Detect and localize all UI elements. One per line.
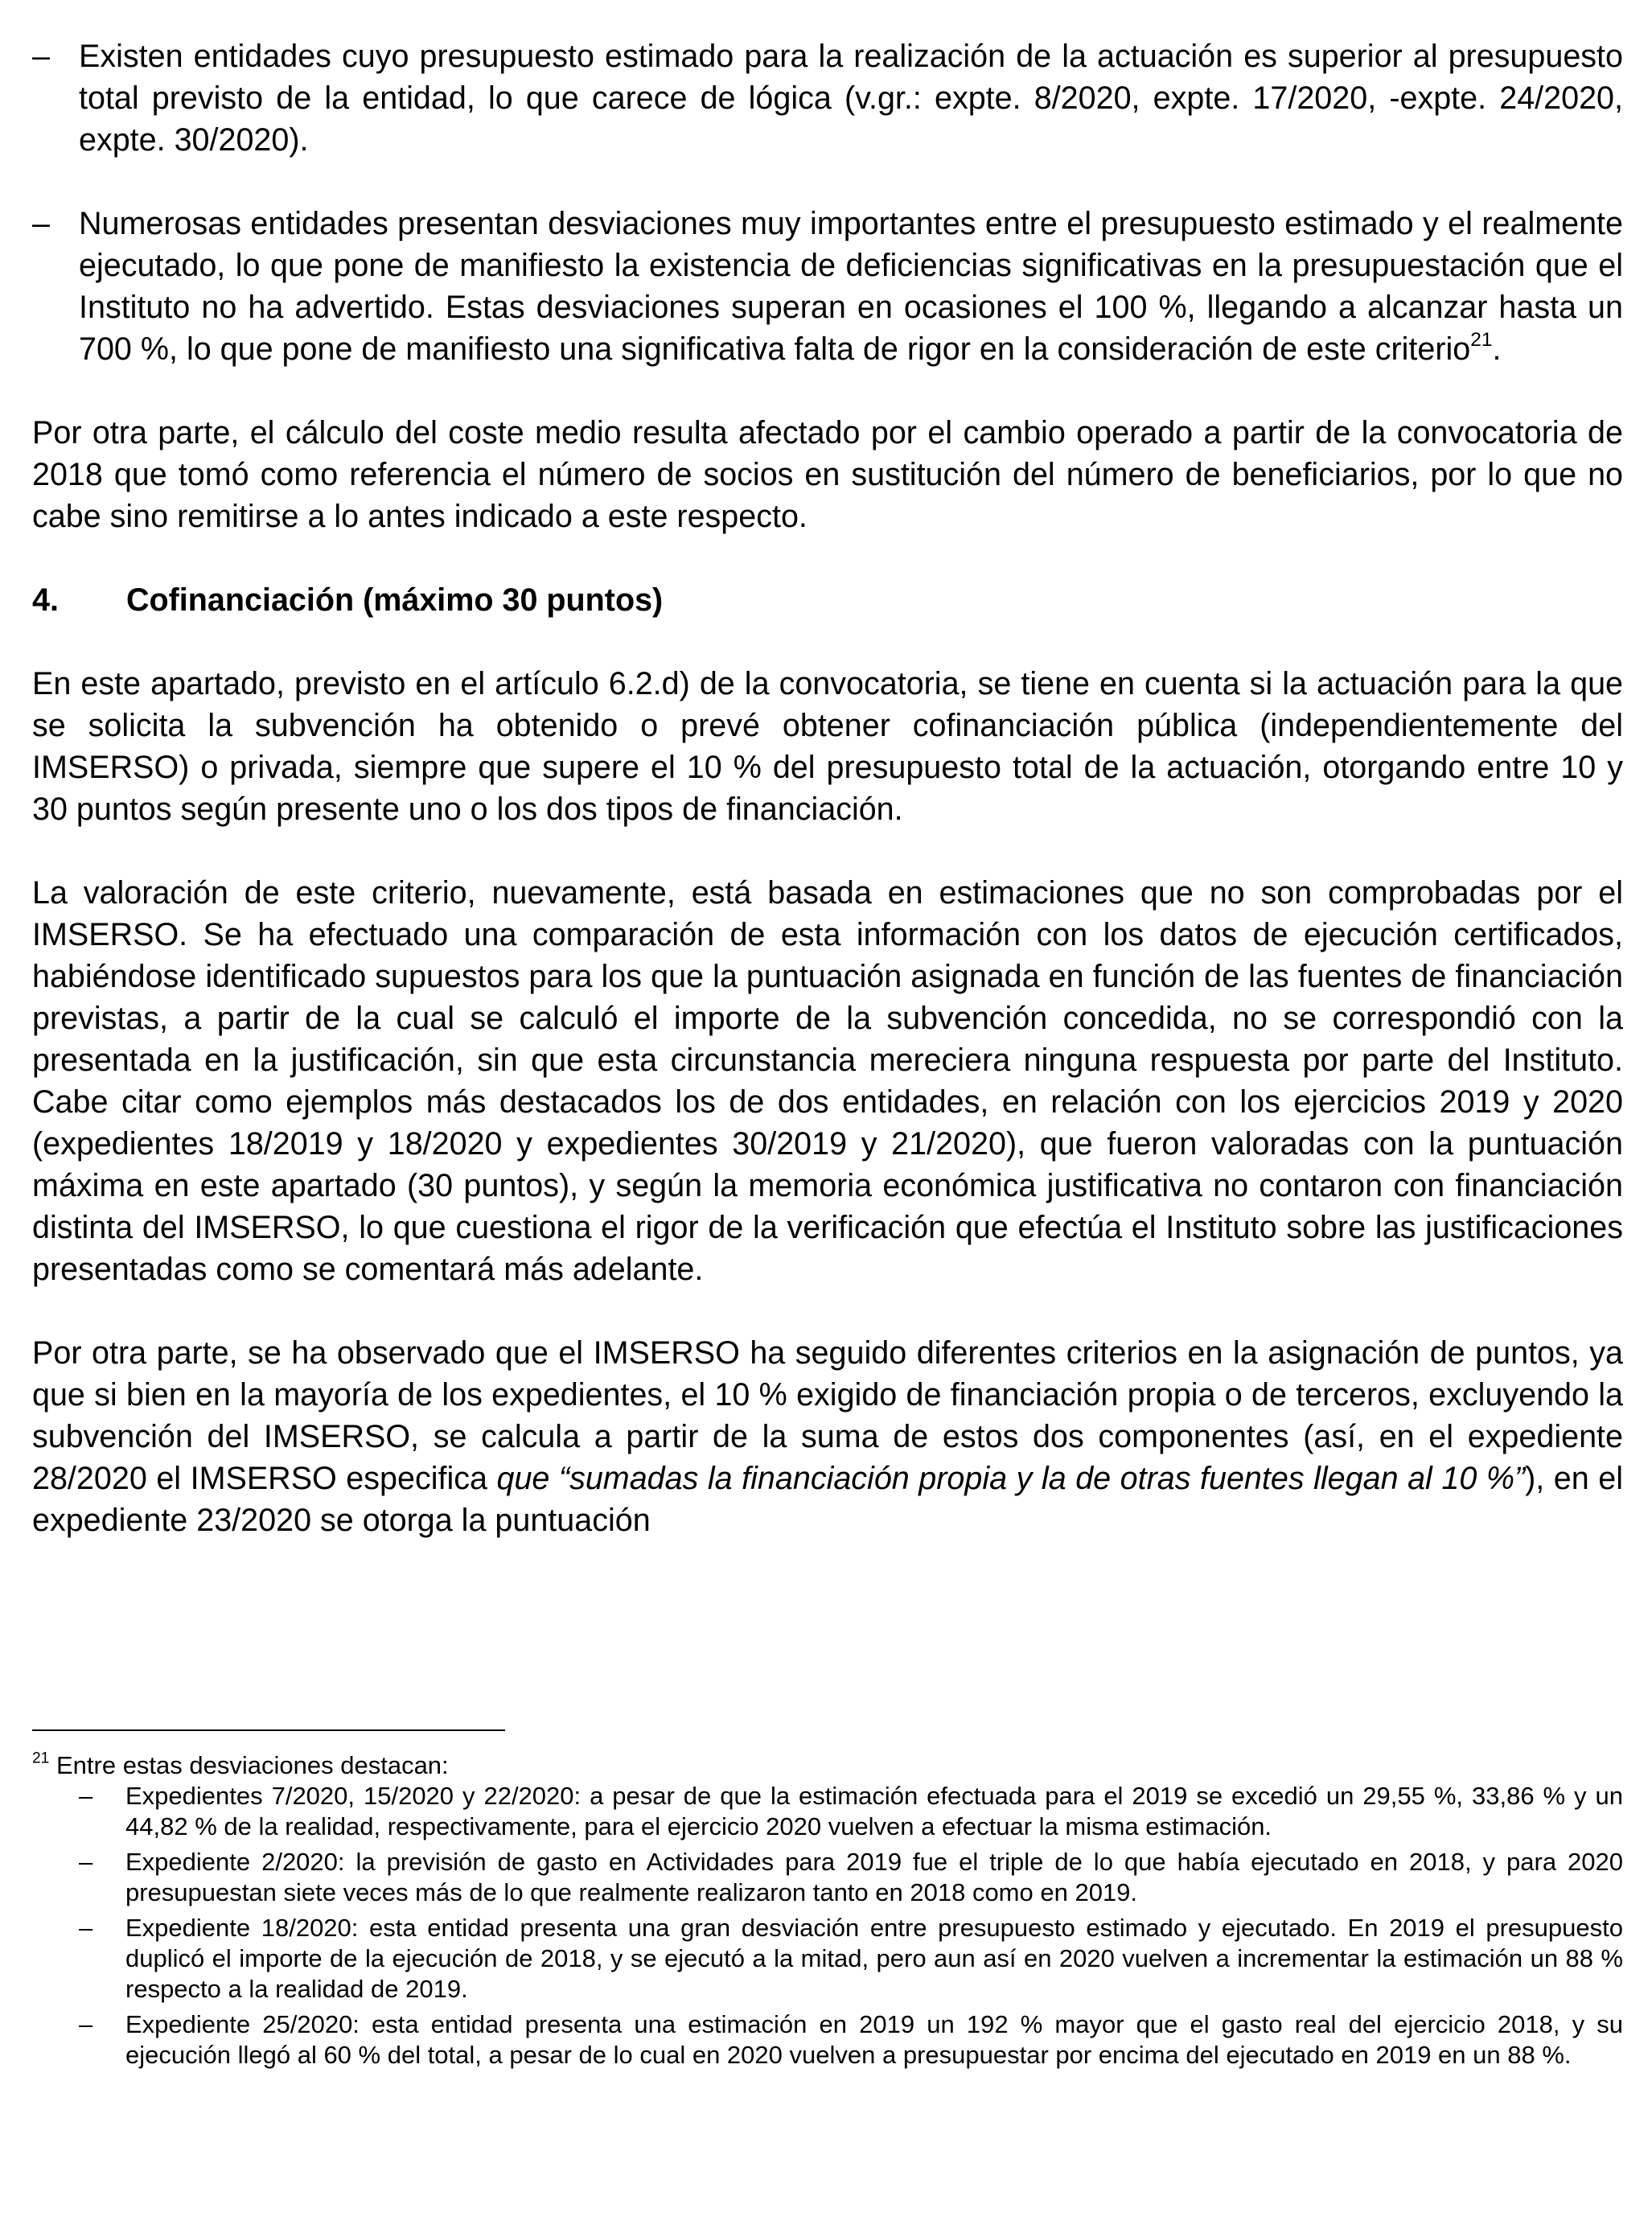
footnote-intro-text: Entre estas desviaciones destacan:: [49, 1751, 449, 1779]
footnote-number: 21: [32, 1750, 50, 1767]
footnote-dash: –: [79, 1914, 93, 1942]
bullet-item: [32, 35, 1623, 161]
footnote-dash: –: [79, 1782, 93, 1810]
footnote-item-text: Expedientes 7/2020, 15/2020 y 22/2020: a pesar de que la estimación efectuada para el 2019 se excedió un 29,55 %, 33,86 % y un 44,82 % de la realidad, respectivamente, para el ejercicio 2020 vuelven a efectuar la misma estimación.: [125, 1782, 1623, 1840]
footnote-intro: [32, 1750, 1623, 1781]
paragraph-apartado: En este apartado, previsto en el artículo 6.2.d) de la convocatoria, se tiene en cuenta si la actuación para la que se solicita la subvención ha obtenido o prevé obtener cofinanciación pública (independientemente del IMSERSO) o privada, siempre que supere el 10 % del presupuesto total de la actuación, otorgando entre 10 y 30 puntos según presente uno o los dos tipos de financiación.: [32, 666, 1623, 827]
footnote-item: [32, 1913, 1623, 2005]
bullet-text: Numerosas entidades presentan desviaciones muy importantes entre el presupuesto estimado y el realmente ejecutado, lo que pone de manifiesto la existencia de deficiencias significativas en la presupuestación que el Instituto no ha advertido. Estas desviaciones superan en ocasiones el 100 %, llegando a alcanzar hasta un 700 %, lo que pone de manifiesto una significativa falta de rigor en la consideración de este criterio: [79, 206, 1623, 367]
bullet-text: Existen entidades cuyo presupuesto estimado para la realización de la actuación es superior al presupuesto total previsto de la entidad, lo que carece de lógica (v.gr.: expte. 8/2020, expte. 17/2020, -expte. 24/2020, expte. 30/2020).: [79, 39, 1623, 158]
footnote-item: [32, 2009, 1623, 2071]
section-heading: [32, 579, 1623, 621]
footnote-item-text: Expediente 18/2020: esta entidad presenta una gran desviación entre presupuesto estimado y ejecutado. En 2019 el presupuesto duplicó el importe de la ejecución de 2018, y se ejecutó a la mitad, pero aun así en 2020 vuelven a incrementar la estimación un 88 % respecto a la realidad de 2019.: [125, 1914, 1623, 2003]
footnote-dash: –: [79, 1848, 93, 1876]
paragraph-coste-medio: Por otra parte, el cálculo del coste medio resulta afectado por el cambio operado a partir de la convocatoria de 2018 que tomó como referencia el número de socios en sustitución del número de beneficiarios, por lo que no cabe sino remitirse a lo antes indicado a este respecto.: [32, 415, 1623, 534]
footnote-reference[interactable]: 21: [1470, 328, 1493, 351]
paragraph-valoracion: La valoración de este criterio, nuevamente, está basada en estimaciones que no son comprobadas por el IMSERSO. Se ha efectuado una comparación de esta información con los datos de ejecución certificados, habiéndose identificado supuestos para los que la puntuación asignada en función de las fuentes de financiación previstas, a partir de la cual se calculó el importe de la subvención concedida, no se correspondió con la presentada en la justificación, sin que esta circunstancia mereciera ninguna respuesta por parte del Instituto. Cabe citar como ejemplos más destacados los de dos entidades, en relación con los ejercicios 2019 y 2020 (expedientes 18/2019 y 18/2020 y expedientes 30/2019 y 21/2020), que fueron valoradas con la puntuación máxima en este apartado (30 puntos), y según la memoria económica justificativa no contaron con financiación distinta del IMSERSO, lo que cuestiona el rigor de la verificación que efectúa el Instituto sobre las justificaciones presentadas como se comentará más adelante.: [32, 875, 1623, 1287]
footnote-item-text: Expediente 25/2020: esta entidad presenta una estimación en 2019 un 192 % mayor que el gasto real del ejercicio 2018, y su ejecución llegó al 60 % del total, a pesar de lo cual en 2020 vuelven a presupuestar por encima del ejecutado en 2019 en un 88 %.: [125, 2010, 1623, 2069]
footnote-separator: [32, 1729, 505, 1731]
section-number: 4.: [32, 582, 59, 618]
footnote-item: [32, 1781, 1623, 1842]
bullet-text-end: .: [1492, 331, 1502, 367]
bullet-item: [32, 203, 1623, 370]
footnote-item-text: Expediente 2/2020: la previsión de gasto en Actividades para 2019 fue el triple de lo que había ejecutado en 2018, y para 2020 presupuestan siete veces más de lo que realmente realizaron tanto en 2018 como en 2019.: [125, 1848, 1623, 1906]
paragraph-criterios: [32, 1332, 1623, 1541]
bullet-dash: –: [32, 206, 50, 241]
quoted-italic-text: que “sumadas la financiación propia y la de otras fuentes llegan al 10 %”: [496, 1461, 1526, 1496]
footnote-dash: –: [79, 2010, 93, 2038]
footnote-item: [32, 1847, 1623, 1908]
section-title: Cofinanciación (máximo 30 puntos): [126, 582, 664, 618]
footnotes-section: [32, 1729, 1623, 2075]
bullet-dash: –: [32, 39, 50, 74]
paragraph-criterios-text-end: ), en el expediente 23/2020 se otorga la puntuación: [32, 1461, 1623, 1538]
document-body: [32, 35, 1623, 1541]
paragraph-criterios-text: Por otra parte, se ha observado que el IMSERSO ha seguido diferentes criterios en la asignación de puntos, ya que si bien en la mayoría de los expedientes, el 10 % exigido de financiación propia o de terceros, excluyendo la subvención del IMSERSO, se calcula a partir de la suma de estos dos componentes (así, en el expediente 28/2020 el IMSERSO especifica: [32, 1335, 1623, 1496]
